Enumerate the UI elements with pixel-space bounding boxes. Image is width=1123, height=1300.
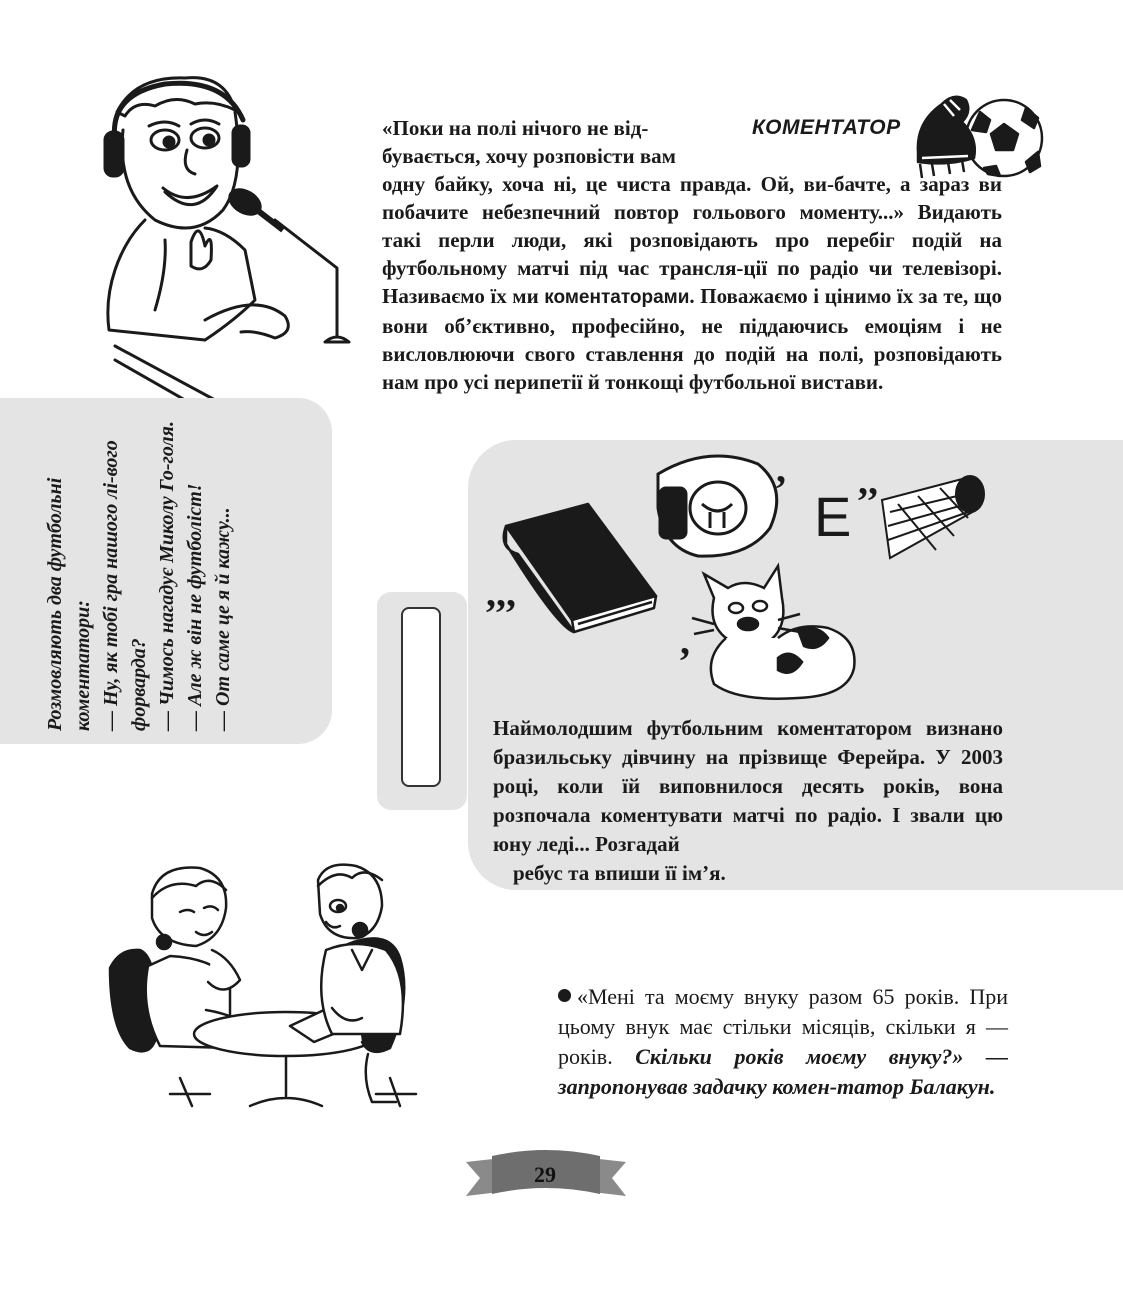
joke-line-2: — Ну, як тобі гра нашого лі-вого форварда?: [100, 440, 150, 731]
joke-line-4: — Але ж він не футболіст!: [184, 483, 206, 731]
intro-lead: [382, 114, 732, 170]
intro-body: [382, 170, 1002, 396]
commentators-table-illustration: [100, 858, 430, 1118]
rebus-text: Наймолодшим футбольним коментатором визнано бразильську дівчину на прізвище Ферейра. У 2003 році, коли їй виповнилося десять років, вона розпочала коментувати матчі по радіо. І звали цю юну леді... Розгадай: [493, 716, 1003, 856]
intro-line-2: бувається, хочу розповісти вам: [382, 144, 676, 168]
rebus-comma-bulb: ,: [776, 448, 786, 491]
rebus-comma-cat: ,: [680, 618, 690, 663]
answer-field[interactable]: [401, 607, 441, 787]
book-icon: [504, 504, 656, 632]
joke-line-3: — Чимось нагадує Миколу Го-голя.: [156, 421, 178, 731]
intro-line-1: «Поки на полі нічого не від-: [382, 116, 649, 140]
intro-paragraph: [382, 170, 1002, 396]
cat-icon: [692, 566, 854, 699]
commentator-illustration: [95, 70, 365, 400]
joke-text: [41, 411, 291, 731]
joke-line-5: — От саме це я й кажу...: [212, 507, 234, 731]
shuttlecock-icon: [882, 476, 984, 558]
puzzle-text: «Мені та моєму внуку разом 65 років. При цьому внук має стільки місяців, скільки я — років.: [558, 984, 1008, 1069]
page-number: 29: [534, 1162, 556, 1187]
rebus-text-last: ребус та впиши її ім’я.: [513, 861, 726, 885]
rebus-description: [493, 714, 1003, 888]
puzzle-block: [558, 982, 1008, 1102]
rebus-commas-right: ,,: [858, 458, 878, 503]
rebus-commas-left: ,,,: [486, 570, 516, 615]
intro-text-end: . Поважаємо і цінимо їх за те, що вони об’єктивно, професійно, не піддаючись емоціям і не висловлюючи свого ставлення до подій на полі, розповідають нам про усі перипетії й тонкощі футбольної вистави.: [382, 284, 1002, 394]
joke-panel: [0, 398, 332, 744]
section-title: КОМЕНТАТОР: [752, 116, 901, 139]
puzzle-paragraph: [558, 982, 1008, 1102]
answer-panel: [377, 592, 467, 810]
light-bulb-icon: [658, 456, 777, 556]
intro-text: одну байку, хоча ні, це чиста правда. Ой, ви-бачте, а зараз ви побачите небезпечний повтор гольового моменту...» Видають такі перли люди, які розповідають про перебіг подій на футбольному матчі під час трансля-ції по радіо чи телевізорі. Називаємо їх ми: [382, 172, 1002, 308]
rebus-comma-shuttle: ,: [976, 458, 986, 503]
bullet-icon: [558, 989, 571, 1002]
puzzle-question: Скільки років моєму внуку?» — запропонував задачку комен-татор Балакун.: [558, 1044, 1008, 1099]
rebus-letter: Е: [814, 485, 852, 548]
rebus-pictures: [478, 448, 1008, 710]
intro-keyword: коментаторами: [544, 287, 690, 308]
joke-line-1: Розмовляють два футбольні коментатори:: [44, 477, 94, 731]
